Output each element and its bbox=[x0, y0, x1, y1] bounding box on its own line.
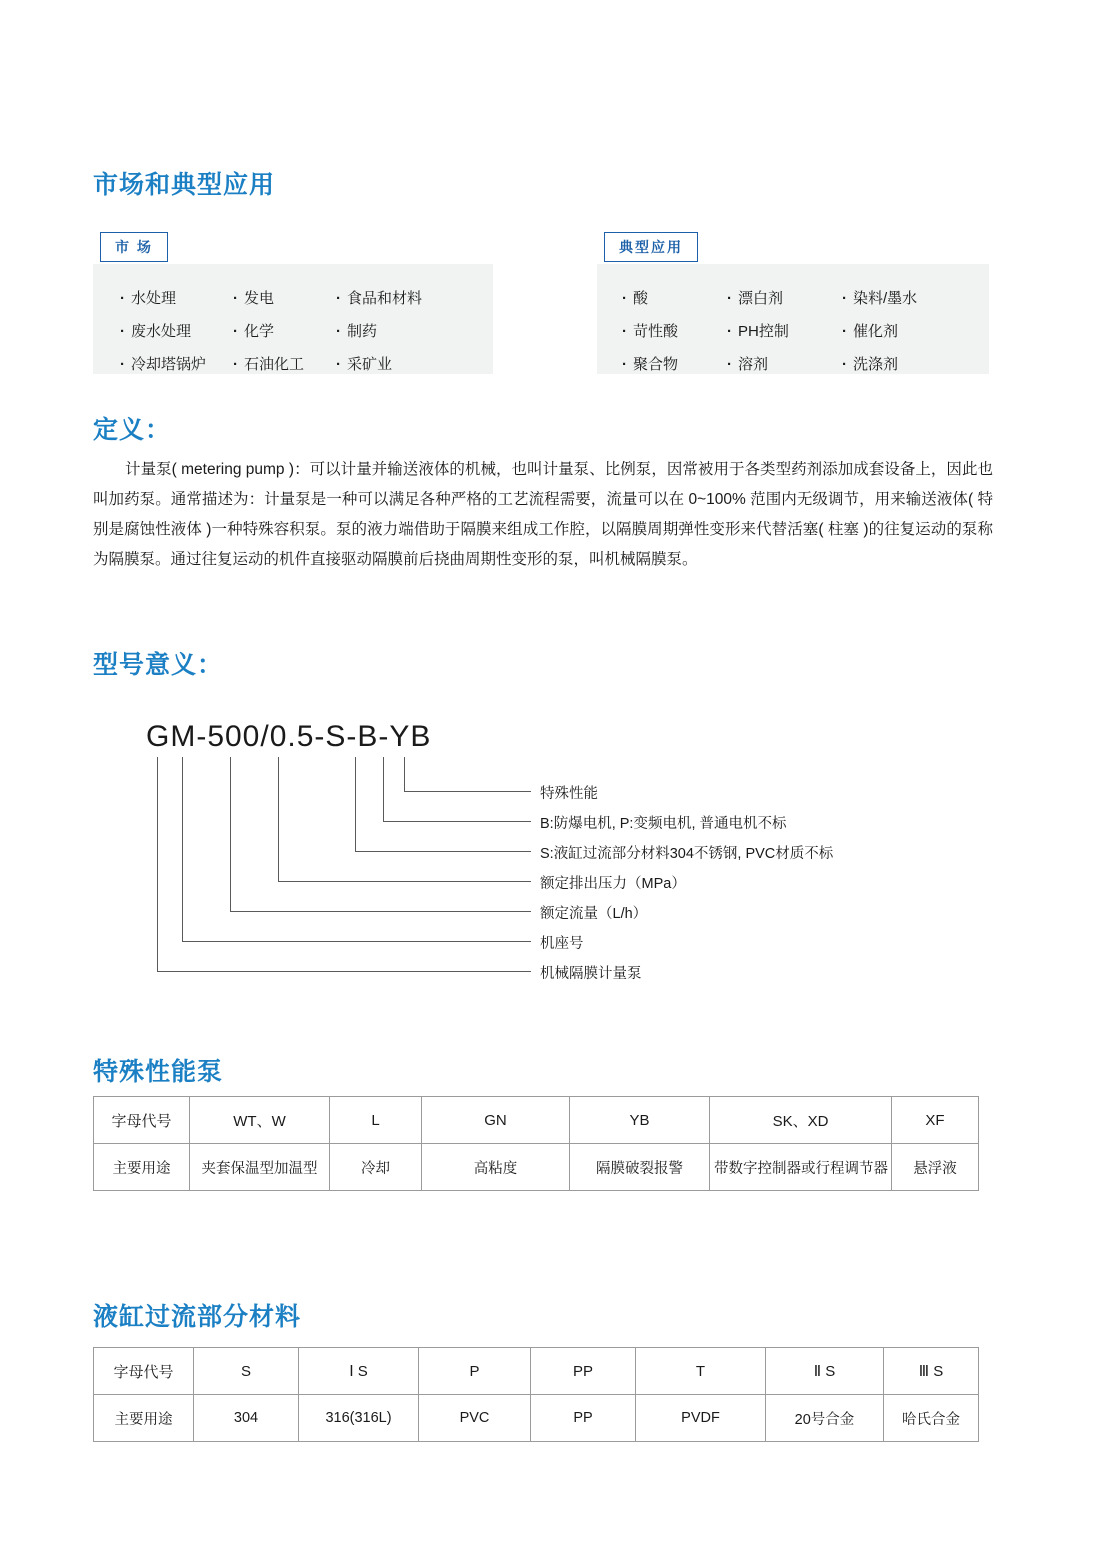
model-legend-1: B:防爆电机, P:变频电机, 普通电机不标 bbox=[540, 816, 787, 832]
special-pump-use-2: 高粘度 bbox=[422, 1144, 570, 1191]
cylinder-code-2: P bbox=[419, 1348, 531, 1395]
cylinder-code-4: T bbox=[636, 1348, 766, 1395]
cylinder-code-0: S bbox=[194, 1348, 299, 1395]
page-title-model: 型号意义： bbox=[93, 651, 224, 679]
market-item-6: · 冷却塔锅炉 bbox=[120, 353, 206, 374]
market-tag: 市 场 bbox=[100, 232, 168, 262]
leader-line-v-4 bbox=[278, 757, 279, 881]
cylinder-row-label-1: 主要用途 bbox=[94, 1395, 194, 1442]
leader-line-v-7 bbox=[157, 757, 158, 971]
leader-line-v-1 bbox=[404, 757, 405, 791]
market-item-7: · 石油化工 bbox=[233, 353, 304, 374]
cylinder-code-3: PP bbox=[531, 1348, 636, 1395]
special-pump-row-label-1: 主要用途 bbox=[94, 1144, 190, 1191]
application-item-3: · 苛性酸 bbox=[622, 320, 678, 341]
market-item-8: · 采矿业 bbox=[336, 353, 392, 374]
leader-line-v-5 bbox=[230, 757, 231, 911]
model-legend-4: 额定流量（L/h） bbox=[540, 906, 648, 922]
special-pump-use-1: 冷却 bbox=[330, 1144, 422, 1191]
cylinder-code-1: Ⅰ S bbox=[299, 1348, 419, 1395]
leader-line-h-1 bbox=[404, 791, 531, 792]
special-pump-code-1: L bbox=[330, 1097, 422, 1144]
leader-line-h-5 bbox=[230, 911, 531, 912]
leader-line-v-6 bbox=[182, 757, 183, 941]
cylinder-use-4: PVDF bbox=[636, 1395, 766, 1442]
application-item-6: · 聚合物 bbox=[622, 353, 678, 374]
special-pump-code-5: XF bbox=[892, 1097, 979, 1144]
model-code: GM-500/0.5-S-B-YB bbox=[146, 720, 432, 753]
leader-line-h-4 bbox=[278, 881, 531, 882]
cylinder-material-table bbox=[93, 1347, 979, 1442]
model-legend-2: S:液缸过流部分材料304不锈钢, PVC材质不标 bbox=[540, 846, 834, 862]
definition-text: 计量泵( metering pump )：可以计量并输送液体的机械，也叫计量泵、比例泵，因常被用于各类型药剂添加成套设备上，因此也叫加药泵。通常描述为：计量泵是一种可以满足各种严格的工艺流程需要，流量可以在 0~100% 范围内无级调节，用来输送液体( 特别是腐蚀性液体 )一种特殊容积泵。泵的液力端借助于隔膜来组成工作腔，以隔膜周期弹性变形来代替活塞( 柱塞 )的往复运动的泵称为隔膜泵。通过往复运动的机件直接驱动隔膜前后挠曲周期性变形的泵，叫机械隔膜泵。 bbox=[93, 461, 993, 568]
market-panel bbox=[93, 264, 493, 374]
page-title-special-pump: 特殊性能泵 bbox=[93, 1058, 224, 1086]
market-item-0: · 水处理 bbox=[120, 287, 176, 308]
special-pump-code-4: SK、XD bbox=[710, 1097, 892, 1144]
application-item-5: · 催化剂 bbox=[842, 320, 898, 341]
table-row bbox=[94, 1348, 979, 1395]
applications-tag: 典型应用 bbox=[604, 232, 698, 262]
model-legend-0: 特殊性能 bbox=[540, 786, 598, 802]
model-legend-3: 额定排出压力（MPa） bbox=[540, 876, 686, 892]
leader-line-h-2 bbox=[383, 821, 531, 822]
market-item-5: · 制药 bbox=[336, 320, 377, 341]
special-pump-table bbox=[93, 1096, 979, 1191]
table-row bbox=[94, 1144, 979, 1191]
special-pump-row-label-0: 字母代号 bbox=[94, 1097, 190, 1144]
market-item-2: · 食品和材料 bbox=[336, 287, 422, 308]
page-title-market: 市场和典型应用 bbox=[93, 171, 276, 199]
cylinder-code-5: Ⅱ S bbox=[766, 1348, 884, 1395]
cylinder-use-1: 316(316L) bbox=[299, 1395, 419, 1442]
leader-line-h-6 bbox=[182, 941, 531, 942]
table-row bbox=[94, 1097, 979, 1144]
leader-line-h-3 bbox=[355, 851, 531, 852]
special-pump-use-3: 隔膜破裂报警 bbox=[570, 1144, 710, 1191]
application-item-4: · PH控制 bbox=[727, 320, 789, 341]
cylinder-use-6: 哈氏合金 bbox=[884, 1395, 979, 1442]
page-title-definition: 定义： bbox=[93, 416, 172, 444]
market-item-4: · 化学 bbox=[233, 320, 274, 341]
definition-paragraph bbox=[93, 455, 993, 575]
table-row bbox=[94, 1395, 979, 1442]
special-pump-use-0: 夹套保温型加温型 bbox=[190, 1144, 330, 1191]
market-item-3: · 废水处理 bbox=[120, 320, 191, 341]
cylinder-use-5: 20号合金 bbox=[766, 1395, 884, 1442]
market-item-1: · 发电 bbox=[233, 287, 274, 308]
leader-line-v-3 bbox=[355, 757, 356, 851]
leader-line-v-2 bbox=[383, 757, 384, 821]
application-item-8: · 洗涤剂 bbox=[842, 353, 898, 374]
application-item-7: · 溶剂 bbox=[727, 353, 768, 374]
cylinder-use-0: 304 bbox=[194, 1395, 299, 1442]
special-pump-use-4: 带数字控制器或行程调节器 bbox=[710, 1144, 892, 1191]
applications-panel bbox=[597, 264, 989, 374]
cylinder-use-3: PP bbox=[531, 1395, 636, 1442]
special-pump-code-3: YB bbox=[570, 1097, 710, 1144]
application-item-1: · 漂白剂 bbox=[727, 287, 783, 308]
model-legend-5: 机座号 bbox=[540, 936, 584, 952]
page-title-cylinder-material: 液缸过流部分材料 bbox=[93, 1303, 302, 1331]
cylinder-row-label-0: 字母代号 bbox=[94, 1348, 194, 1395]
special-pump-code-2: GN bbox=[422, 1097, 570, 1144]
application-item-0: · 酸 bbox=[622, 287, 648, 308]
model-legend-6: 机械隔膜计量泵 bbox=[540, 966, 642, 982]
cylinder-use-2: PVC bbox=[419, 1395, 531, 1442]
application-item-2: · 染料/墨水 bbox=[842, 287, 917, 308]
special-pump-use-5: 悬浮液 bbox=[892, 1144, 979, 1191]
special-pump-code-0: WT、W bbox=[190, 1097, 330, 1144]
cylinder-code-6: Ⅲ S bbox=[884, 1348, 979, 1395]
leader-line-h-7 bbox=[157, 971, 531, 972]
